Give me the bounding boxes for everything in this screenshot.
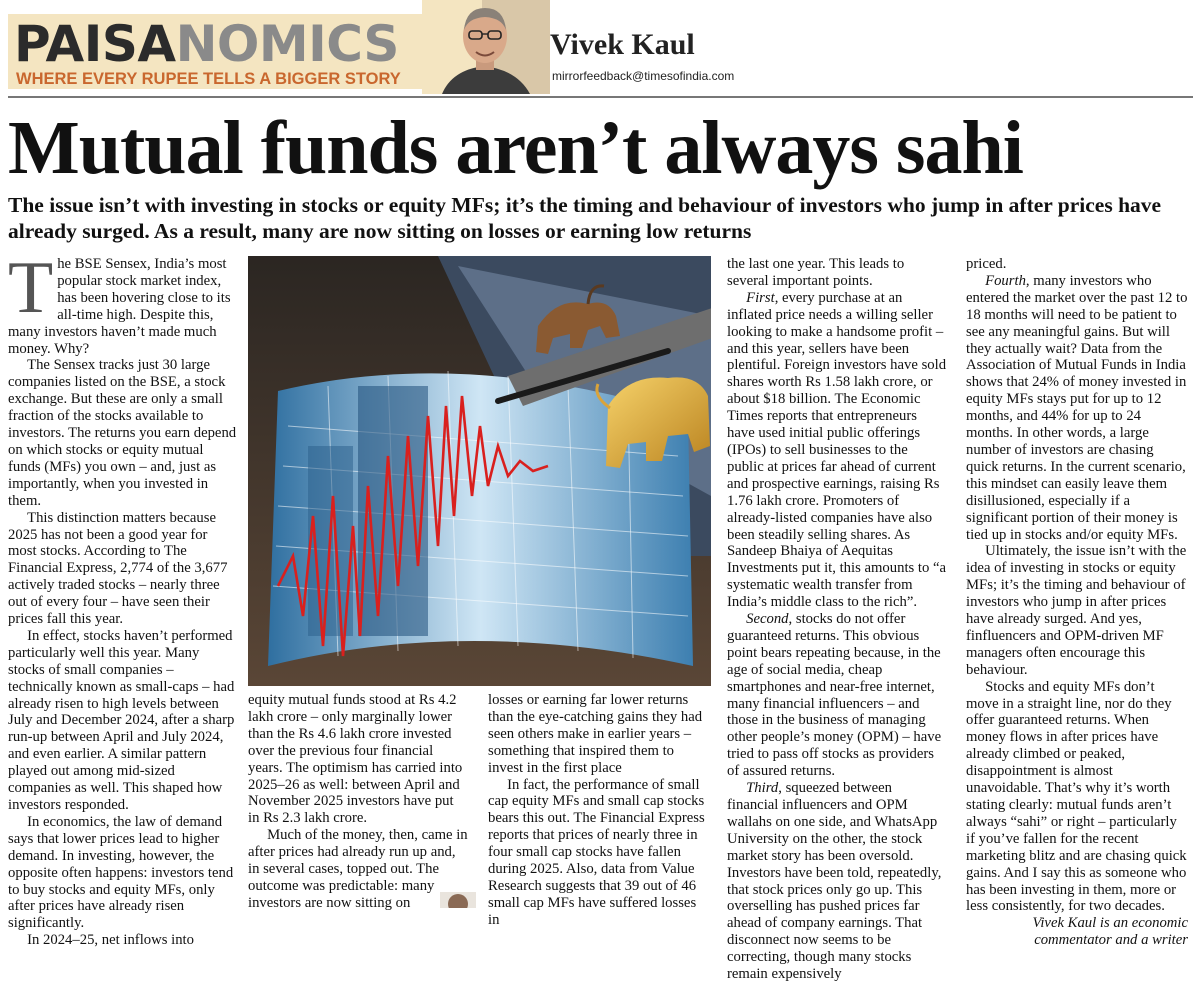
author-email: mirrorfeedback@timesofindia.com [552, 69, 735, 83]
headline: Mutual funds aren’t always sahi [8, 106, 1023, 190]
paragraph: Stocks and equity MFs don’t move in a straight line, nor do they offer guaranteed returns. When money flows in after prices have already climbed or peaked, disappointment is almost unavoidable. That’s why it’s worth stating clearly: mutual funds aren’t always “sahi” or right – particularly if you’ve fallen for the recent marketing blitz and are chasing quick gains. And I say this as someone who has been investing in them, more or less consistently, for two decades. [966, 678, 1187, 915]
column-brand-banner [8, 14, 438, 89]
paragraph: the last one year. This leads to several important points. [727, 256, 905, 289]
contributor-photo-thumbnail [440, 892, 476, 908]
paragraph: equity mutual funds stood at Rs 4.2 lakh crore – only marginally lower than the Rs 4.6 lakh crore invested over the previous four financial years. The optimism has carried into 2025–26 as well: between April and November 2025 investors have put in Rs 2.3 lakh crore. [248, 692, 463, 827]
paragraph: Fourth, many investors who entered the market over the past 12 to 18 months will need to be patient to see any meaningful gains. But will they actually wait? Data from the Association of Mutual Funds in India shows that 24% of money invested in equity MFs stays put for up to 12 months, and 44% for up to 24 months. In other words, a large number of investors are chasing quick returns. In the current scenario, this mindset can easily leave them disillusioned, especially if a significant portion of their money is tied up in stocks and/or equity MFs. [966, 272, 1188, 543]
author-name: Vivek Kaul [550, 28, 695, 61]
paragraph: losses or earning far lower returns than the eye-catching gains they had seen others make in earlier years – something that inspired them to invest in the first place [488, 692, 703, 776]
paragraph: priced. [966, 256, 1007, 272]
paragraph: This distinction matters because 2025 has not been a good year for most stocks. According to The Financial Express, 2,774 of the 3,677 actively traded stocks – nearly three out of every four – have seen their prices fall this year. [8, 509, 228, 628]
paragraph: Third, squeezed between financial influencers and OPM wallahs on one side, and WhatsApp University on the other, the stock market story has been oversold. Investors have been told, repeatedly, that stock prices only go up. This overselling has pushed prices far ahead of company earnings. That disconnect now seems to be correcting, though many stocks remain expensively [727, 780, 942, 983]
column-brand-name: PAISANOMICS [14, 15, 399, 73]
stock-market-illustration [248, 256, 711, 686]
paragraph: In effect, stocks haven’t performed particularly well this year. Many stocks of small companies – technically known as small-caps – had already risen to high levels between July and December 2024, after a sharp run-up between April and July 2024, and even earlier. A similar pattern played out among mid-sized companies as well. This shaped how investors responded. [8, 627, 235, 813]
column-tagline: WHERE EVERY RUPEE TELLS A BIGGER STORY [16, 70, 401, 88]
paragraph: Much of the money, then, came in after prices had already run up and, in several cases, topped out. The outcome was predictable: many investors are now sitting on [248, 827, 468, 911]
masthead-divider [8, 96, 1193, 98]
paragraph: In economics, the law of demand says that lower prices lead to higher demand. In investing, however, the opposite often happens: investors tend to buy stocks and equity MFs, only after prices have already risen significantly. [8, 813, 234, 932]
paragraph: Second, stocks do not offer guaranteed returns. This obvious point bears repeating because, in the age of social media, cheap smartphones and near-free internet, many financial influencers – and those in the business of managing other people’s money (OPM) – have tried to pass off stocks as providers of assured returns. [727, 611, 942, 780]
paragraph: The Sensex tracks just 30 large companies listed on the BSE, a stock exchange. But these are only a small fraction of the stocks available to investors. The returns you earn depend on which stocks or equity mutual funds (MFs) you own – and, just as importantly, when you invested in them. [8, 357, 237, 509]
paragraph: In 2024–25, net inflows into [27, 932, 194, 949]
paragraph: The BSE Sensex, India’s most popular stock market index, has been hovering close to its all-time high. Despite this, many investors haven’t made much money. Why? [8, 247, 231, 357]
drop-cap: T [8, 247, 54, 329]
article-column-2 [248, 692, 468, 912]
paragraph: First, every purchase at an inflated price needs a willing seller looking to make a handsome profit – and this year, sellers have been plentiful. Foreign investors have sold shares worth Rs 1.58 lakh crore, or about $18 billion. The Economic Times reports that entrepreneurs have used initial public offerings (IPOs) to sell businesses to the public at prices far ahead of current and prospective earnings, raising Rs 1.76 lakh crore. Promoters of already-listed companies have also been steadily selling shares. As Sandeep Bhaiya of Aequitas Investments put it, this amounts to “a systematic wealth transfer from India’s middle class to the rich”. [727, 289, 947, 611]
article-column-1 [8, 247, 238, 949]
paragraph: In fact, the performance of small cap equity MFs and small cap stocks bears this out. The Financial Express reports that prices of nearly three in four small cap stocks have fallen during 2025. Also, data from Value Research suggests that 39 out of 46 small cap MFs have suffered losses in [488, 776, 705, 928]
article-column-5 [966, 256, 1188, 949]
paragraph: Ultimately, the issue isn’t with the idea of investing in stocks or equity MFs; it’s the timing and behaviour of investors who jump in after prices have already surged. And yes, finfluencers and OPM-driven MF managers often encourage this behaviour. [966, 543, 1187, 678]
author-photo [422, 0, 550, 94]
article-column-4 [727, 256, 947, 983]
article-column-3 [488, 692, 710, 929]
author-bio: Vivek Kaul is an economic commentator and a writer [1032, 915, 1188, 949]
standfirst: The issue isn’t with investing in stocks or equity MFs; it’s the timing and behaviour of investors who jump in after prices have already surged. As a result, many are now sitting on losses or earning low returns [8, 193, 1162, 243]
